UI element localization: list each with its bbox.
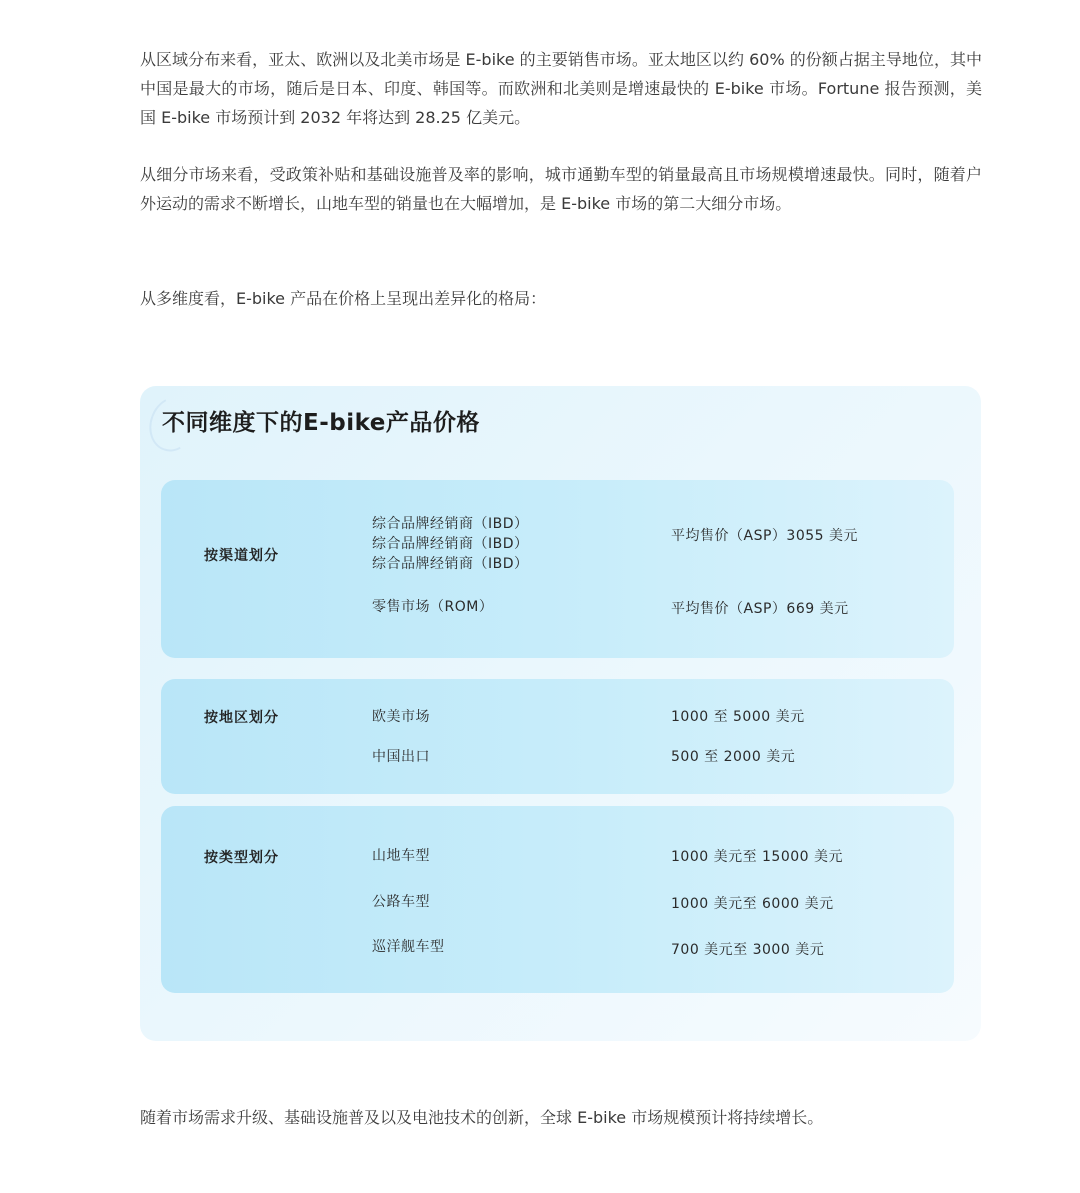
table-cell-price: 平均售价（ASP）669 美元 [671,601,849,617]
table-cell-category: 山地车型 [372,848,430,864]
category-line: 综合品牌经销商（IBD） [372,516,529,532]
table-cell-price: 700 美元至 3000 美元 [671,942,825,958]
table-cell-category: 巡洋舰车型 [372,939,445,955]
paragraph-conclusion: 随着市场需求升级、基础设施普及以及电池技术的创新，全球 E-bike 市场规模预计将持续增长。 [140,1108,824,1127]
table-cell-category: 公路车型 [372,894,430,910]
table-cell-price: 500 至 2000 美元 [671,749,796,765]
table-cell-price: 1000 美元至 6000 美元 [671,896,834,912]
paragraph-regional-distribution: 从区域分布来看，亚太、欧洲以及北美市场是 E-bike 的主要销售市场。亚太地区以约 60% 的份额占据主导地位，其中中国是最大的市场，随后是日本、印度、韩国等。而欧洲和北美则是增速最快的 E-bike 市场。Fortune 报告预测，美国 E-bike 市场预计到 2032 年将达到 28.25 亿美元。 [140,50,982,127]
table-cell-category: 中国出口 [372,749,430,765]
category-line: 综合品牌经销商（IBD） [372,536,529,552]
table-cell-price: 1000 至 5000 美元 [671,709,805,725]
group-label: 按渠道划分 [204,548,279,564]
price-group-type [161,806,954,993]
group-label: 按地区划分 [204,710,279,726]
price-group-channel [161,480,954,658]
table-cell-price: 1000 美元至 15000 美元 [671,849,844,865]
paragraph-price-intro: 从多维度看，E-bike 产品在价格上呈现出差异化的格局： [140,289,547,308]
table-cell-category: 零售市场（ROM） [372,599,494,615]
paragraph-segment-market: 从细分市场来看，受政策补贴和基础设施普及率的影响，城市通勤车型的销量最高且市场规模增速最快。同时，随着户外运动的需求不断增长，山地车型的销量也在大幅增加，是 E-bike 市场的第二大细分市场。 [140,165,982,213]
price-card-title: 不同维度下的E-bike产品价格 [162,410,480,436]
group-label: 按类型划分 [204,850,279,866]
price-group-region [161,679,954,794]
table-cell-price: 平均售价（ASP）3055 美元 [671,528,858,544]
table-cell-category: 欧美市场 [372,709,430,725]
category-line: 综合品牌经销商（IBD） [372,556,529,572]
table-cell-category [372,514,529,574]
